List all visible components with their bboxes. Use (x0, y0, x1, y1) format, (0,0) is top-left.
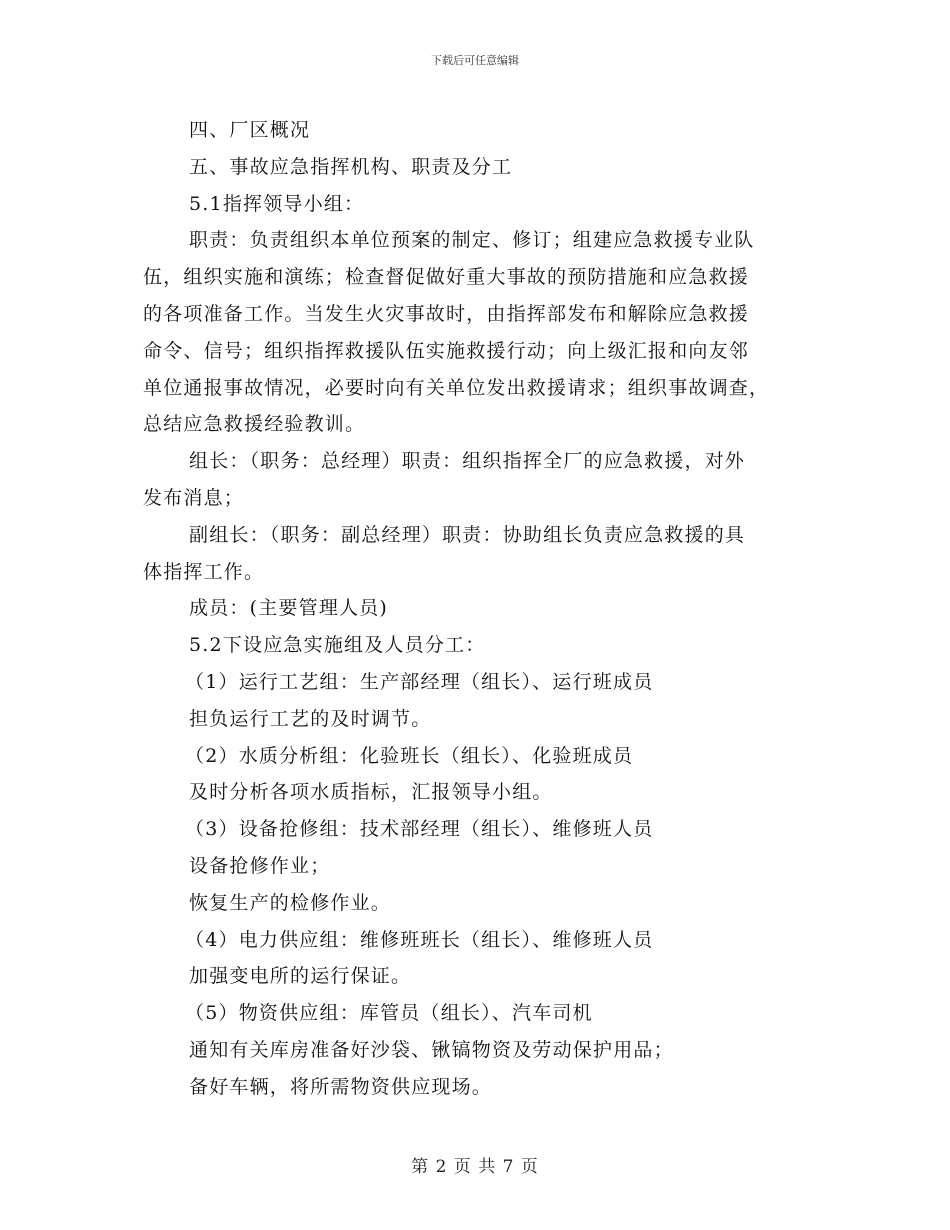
list-item-detail: 恢复生产的检修作业。 (189, 891, 392, 914)
document-body (143, 112, 808, 1106)
section-heading-4: 四、厂区概况 (189, 119, 311, 141)
list-item-detail: 设备抢修作业； (189, 854, 331, 877)
paragraph-line: 命令、信号；组织指挥救援队伍实施救援行动；向上级汇报和向友邻 (143, 339, 750, 362)
paragraph-line: 单位通报事故情况，必要时向有关单位发出救援请求；组织事故调查， (143, 376, 770, 399)
page-header-note: 下载后可任意编辑 (431, 54, 519, 67)
paragraph-line: 发布消息； (143, 486, 245, 509)
list-item-detail: 担负运行工艺的及时调节。 (189, 707, 432, 730)
list-item-detail: 加强变电所的运行保证。 (189, 965, 412, 988)
list-item: （5）物资供应组：库管员（组长）、汽车司机 (185, 1002, 593, 1025)
paragraph-line: 职责：负责组织本单位预案的制定、修订；组建应急救援专业队 (189, 229, 755, 252)
list-item: （3）设备抢修组：技术部经理（组长）、维修班人员 (185, 818, 654, 841)
list-item-detail: 备好车辆，将所需物资供应现场。 (189, 1075, 493, 1098)
paragraph-line: 副组长：（职务：副总经理）职责：协助组长负责应急救援的具 (189, 523, 746, 546)
paragraph-line: 的各项准备工作。当发生火灾事故时，由指挥部发布和解除应急救援 (143, 302, 750, 325)
list-item-detail: 通知有关库房准备好沙袋、锹镐物资及劳动保护用品； (189, 1038, 674, 1061)
paragraph-line: 伍，组织实施和演练；检查督促做好重大事故的预防措施和应急救援 (143, 266, 750, 289)
subsection-heading-5-2: 5.2下设应急实施组及人员分工： (189, 634, 486, 657)
list-item: （2）水质分析组：化验班长（组长）、化验班成员 (185, 744, 634, 767)
section-heading-5: 五、事故应急指挥机构、职责及分工 (189, 155, 513, 178)
list-item-detail: 及时分析各项水质指标，汇报领导小组。 (189, 781, 553, 804)
paragraph-line: 总结应急救援经验教训。 (143, 413, 366, 436)
paragraph-line: 体指挥工作。 (143, 560, 265, 583)
page-number: 第 2 页 共 7 页 (411, 1157, 539, 1177)
paragraph-line: 组长：（职务：总经理）职责：组织指挥全厂的应急救援，对外 (189, 450, 746, 473)
list-item: （1）运行工艺组：生产部经理（组长）、运行班成员 (185, 670, 654, 693)
list-item: （4）电力供应组：维修班班长（组长）、维修班人员 (185, 928, 654, 951)
subsection-heading-5-1: 5.1指挥领导小组： (189, 192, 365, 215)
paragraph-line: 成员：(主要管理人员) (189, 597, 389, 620)
